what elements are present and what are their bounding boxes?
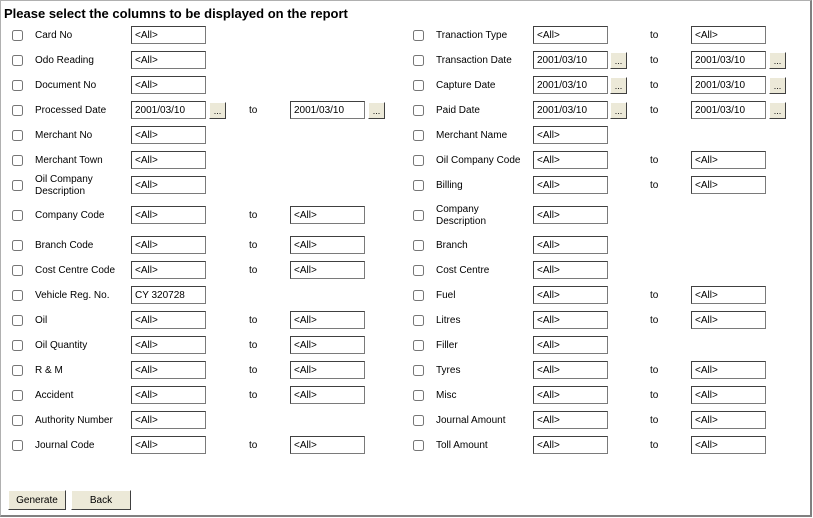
transaction-type-checkbox[interactable] (413, 30, 424, 41)
journal-code-to-label: to (249, 440, 258, 451)
tyres-label: Tyres (436, 365, 461, 376)
litres-to-input[interactable] (691, 311, 766, 329)
merchant-name-from-input[interactable] (533, 126, 608, 144)
transaction-date-from-picker-button[interactable]: ... (610, 52, 627, 69)
oil-quantity-label: Oil Quantity (35, 340, 88, 351)
fuel-to-label: to (650, 290, 659, 301)
transaction-type-label: Tranaction Type (436, 30, 508, 41)
oil-company-code-checkbox[interactable] (413, 155, 424, 166)
oil-company-code-from-input[interactable] (533, 151, 608, 169)
company-code-to-label: to (249, 210, 258, 221)
litres-label: Litres (436, 315, 461, 326)
r-and-m-to-label: to (249, 365, 258, 376)
oil-company-code-to-label: to (650, 155, 659, 166)
transaction-date-checkbox[interactable] (413, 55, 424, 66)
fuel-checkbox[interactable] (413, 290, 424, 301)
toll-amount-from-input[interactable] (533, 436, 608, 454)
company-code-label: Company Code (35, 210, 105, 221)
misc-checkbox[interactable] (413, 390, 424, 401)
billing-to-input[interactable] (691, 176, 766, 194)
oil-to-label: to (249, 315, 258, 326)
generate-button[interactable]: Generate (8, 490, 66, 510)
paid-date-to-input[interactable] (691, 101, 766, 119)
transaction-date-from-input[interactable] (533, 51, 608, 69)
field-row-cost-centre (0, 260, 813, 282)
filler-checkbox[interactable] (413, 340, 424, 351)
misc-from-input[interactable] (533, 386, 608, 404)
transaction-date-to-label: to (650, 55, 659, 66)
misc-to-input[interactable] (691, 386, 766, 404)
litres-from-input[interactable] (533, 311, 608, 329)
field-row-litres (0, 310, 813, 332)
branch-code-label: Branch Code (35, 240, 94, 251)
field-row-company-description (0, 205, 813, 227)
document-no-label: Document No (35, 80, 97, 91)
merchant-name-checkbox[interactable] (413, 130, 424, 141)
toll-amount-to-label: to (650, 440, 659, 451)
journal-amount-checkbox[interactable] (413, 415, 424, 426)
paid-date-from-picker-button[interactable]: ... (610, 102, 627, 119)
authority-number-label: Authority Number (35, 415, 113, 426)
toll-amount-to-input[interactable] (691, 436, 766, 454)
processed-date-from-picker-button[interactable]: ... (209, 102, 226, 119)
paid-date-to-picker-button[interactable]: ... (769, 102, 786, 119)
odo-reading-label: Odo Reading (35, 55, 94, 66)
cost-centre-from-input[interactable] (533, 261, 608, 279)
field-row-branch (0, 235, 813, 257)
processed-date-to-label: to (249, 105, 258, 116)
transaction-date-to-picker-button[interactable]: ... (769, 52, 786, 69)
billing-checkbox[interactable] (413, 180, 424, 191)
cost-centre-label: Cost Centre (436, 265, 490, 276)
company-description-checkbox[interactable] (413, 210, 424, 221)
company-description-from-input[interactable] (533, 206, 608, 224)
back-button[interactable]: Back (71, 490, 131, 510)
capture-date-checkbox[interactable] (413, 80, 424, 91)
field-row-fuel (0, 285, 813, 307)
field-row-capture-date (0, 75, 813, 97)
litres-to-label: to (650, 315, 659, 326)
transaction-date-label: Transaction Date (436, 55, 512, 66)
field-row-toll-amount (0, 435, 813, 457)
capture-date-to-picker-button[interactable]: ... (769, 77, 786, 94)
capture-date-label: Capture Date (436, 80, 496, 91)
oil-company-code-to-input[interactable] (691, 151, 766, 169)
accident-label: Accident (35, 390, 74, 401)
oil-label: Oil (35, 315, 48, 326)
accident-to-label: to (249, 390, 258, 401)
field-row-filler (0, 335, 813, 357)
fuel-to-input[interactable] (691, 286, 766, 304)
transaction-date-to-input[interactable] (691, 51, 766, 69)
field-row-tyres (0, 360, 813, 382)
page-title: Please select the columns to be displayed on the report (4, 6, 348, 21)
journal-amount-to-input[interactable] (691, 411, 766, 429)
toll-amount-label: Toll Amount (436, 440, 488, 451)
field-row-billing (0, 175, 813, 197)
tyres-to-input[interactable] (691, 361, 766, 379)
filler-from-input[interactable] (533, 336, 608, 354)
oil-company-code-label: Oil Company Code (436, 155, 521, 166)
oil-quantity-to-label: to (249, 340, 258, 351)
cost-centre-code-label: Cost Centre Code (35, 265, 116, 276)
transaction-type-from-input[interactable] (533, 26, 608, 44)
journal-amount-label: Journal Amount (436, 415, 506, 426)
field-row-journal-amount (0, 410, 813, 432)
cost-centre-code-to-label: to (249, 265, 258, 276)
billing-label: Billing (436, 180, 463, 191)
branch-checkbox[interactable] (413, 240, 424, 251)
journal-amount-to-label: to (650, 415, 659, 426)
field-row-merchant-name (0, 125, 813, 147)
merchant-no-label: Merchant No (35, 130, 93, 141)
paid-date-label: Paid Date (436, 105, 480, 116)
journal-amount-from-input[interactable] (533, 411, 608, 429)
capture-date-to-input[interactable] (691, 76, 766, 94)
transaction-type-to-input[interactable] (691, 26, 766, 44)
field-row-paid-date (0, 100, 813, 122)
r-and-m-label: R & M (35, 365, 63, 376)
fuel-from-input[interactable] (533, 286, 608, 304)
capture-date-from-picker-button[interactable]: ... (610, 77, 627, 94)
card-no-label: Card No (35, 30, 73, 41)
transaction-type-to-label: to (650, 30, 659, 41)
processed-date-to-picker-button[interactable]: ... (368, 102, 385, 119)
processed-date-label: Processed Date (35, 105, 107, 116)
litres-checkbox[interactable] (413, 315, 424, 326)
journal-code-label: Journal Code (35, 440, 95, 451)
capture-date-to-label: to (650, 80, 659, 91)
cost-centre-checkbox[interactable] (413, 265, 424, 276)
vehicle-reg-no-label: Vehicle Reg. No. (35, 290, 110, 301)
branch-from-input[interactable] (533, 236, 608, 254)
field-row-transaction-date (0, 50, 813, 72)
field-row-transaction-type (0, 25, 813, 47)
tyres-checkbox[interactable] (413, 365, 424, 376)
paid-date-checkbox[interactable] (413, 105, 424, 116)
branch-code-to-label: to (249, 240, 258, 251)
oil-company-description-label: Oil Company Description (35, 174, 93, 197)
capture-date-from-input[interactable] (533, 76, 608, 94)
billing-from-input[interactable] (533, 176, 608, 194)
filler-label: Filler (436, 340, 458, 351)
field-row-misc (0, 385, 813, 407)
tyres-from-input[interactable] (533, 361, 608, 379)
billing-to-label: to (650, 180, 659, 191)
paid-date-from-input[interactable] (533, 101, 608, 119)
paid-date-to-label: to (650, 105, 659, 116)
field-row-oil-company-code (0, 150, 813, 172)
tyres-to-label: to (650, 365, 659, 376)
merchant-name-label: Merchant Name (436, 130, 508, 141)
misc-label: Misc (436, 390, 457, 401)
misc-to-label: to (650, 390, 659, 401)
toll-amount-checkbox[interactable] (413, 440, 424, 451)
branch-label: Branch (436, 240, 468, 251)
merchant-town-label: Merchant Town (35, 155, 103, 166)
company-description-label: Company Description (436, 204, 487, 227)
fuel-label: Fuel (436, 290, 456, 301)
